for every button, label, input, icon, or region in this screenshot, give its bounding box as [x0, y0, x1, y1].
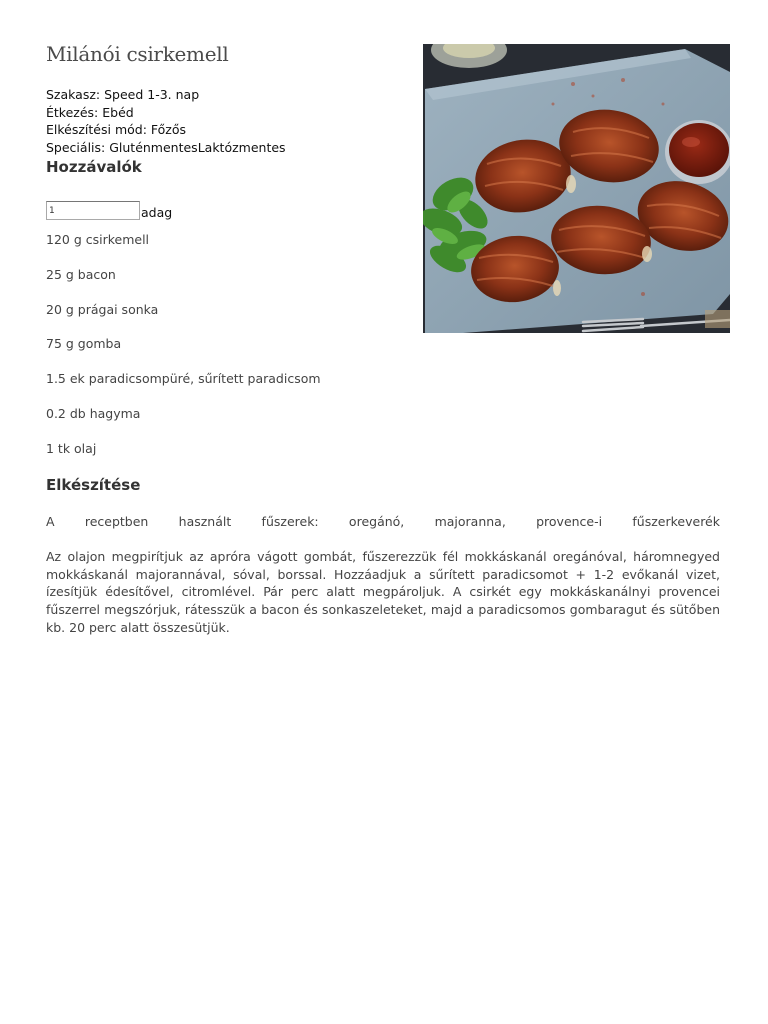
portion-input[interactable]	[46, 201, 140, 220]
meta-meal: Étkezés: Ebéd	[46, 104, 134, 120]
meta-method: Elkészítési mód: Főzős	[46, 122, 187, 138]
ingredient-item: 0.2 db hagyma	[46, 405, 141, 421]
ingredient-item: 25 g bacon	[46, 266, 116, 282]
meta-special: Speciális: GluténmentesLaktózmentes	[46, 139, 286, 155]
ingredient-item: 1 tk olaj	[46, 440, 97, 456]
ingredient-item: 75 g gomba	[46, 336, 122, 352]
recipe-photo	[423, 44, 730, 333]
ingredient-item: 120 g csirkemell	[46, 232, 150, 247]
ingredient-list	[46, 231, 321, 475]
ingredient-item: 20 g prágai sonka	[46, 301, 159, 317]
chicken-rolls-image	[423, 44, 730, 333]
portion-control	[46, 196, 172, 220]
recipe-meta	[46, 86, 286, 156]
ingredients-heading: Hozzávalók	[46, 158, 142, 176]
method-body	[46, 513, 720, 637]
ingredient-item: 1.5 ek paradicsompüré, sűrített paradicsom	[46, 371, 321, 387]
method-spices: A receptben használt fűszerek: oregánó, majoranna, provence-i fűszerkeverék	[46, 514, 720, 529]
portion-unit-label: adag	[141, 205, 173, 220]
method-text: Az olajon megpirítjuk az apróra vágott gombát, fűszerezzük fél mokkáskanál oregánóval, háromnegyed mokkáskanál majorannával, sóval, borssal. Hozzáadjuk a sűrített paradicsomot + 1-2 evőkanál vizet, ízesítjük édesítővel, citromlével. Pár perc alatt megpároljuk. A csirkét egy mokkáskanálnyi provencei fűszerrel megszórjuk, rátesszük a bacon és sonkaszeleteket, majd a paradicsomos gombaragut és sütőben kb. 20 perc alatt összesütjük.	[46, 548, 720, 635]
page-title: Milánói csirkemell	[46, 42, 229, 66]
meta-phase: Szakasz: Speed 1-3. nap	[46, 87, 200, 102]
method-heading: Elkészítése	[46, 476, 141, 494]
